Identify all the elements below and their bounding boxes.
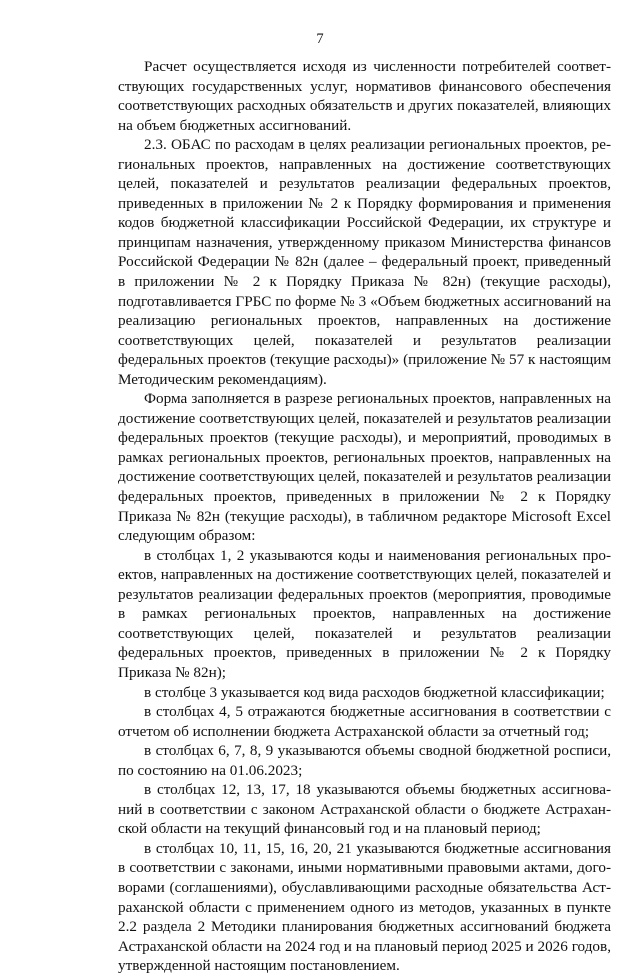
paragraph-section-2-3: 2.3. ОБАС по расходам в целях реализации региональных проектов, региональных проектов, направленных на достижение соответствующих целей, показателей и результатов реализации федеральных проектов, приведенных в приложении № 2 к Порядку формирования и применения кодов бюджетной классификации Российской Федерации, их структуре и принципам назначения, утвержденному приказом Министерства финансов Российской Федерации № 82н (далее – федеральный проект, приведенный в приложении № 2 к Порядку Приказа № 82н) (текущие расходы), подготавливается ГРБС по форме № 3 «Объем бюджетных ассигнований на реализацию региональных проектов, направленных на достижение соответствующих целей, показателей и результатов реализации федеральных проектов (текущие расходы)» (приложение № 57 к настоящим Методическим рекомендациям). [118,136,611,388]
list-item-columns-6-9: в столбцах 6, 7, 8, 9 указываются объемы сводной бюджетной росписи, по состоянию на 01.06.2023; [118,742,611,779]
document-body [118,57,611,976]
paragraph-form-filling: Форма заполняется в разрезе региональных проектов, направленных на достижение соответствующих целей, показателей и результатов реализации федеральных проектов (текущие расходы), и мероприятий, проводимых в рамках региональных проектов, региональных проектов, направленных на достижение соответствующих целей, показателей и результатов реализации федеральных проектов, приведенных в приложении № 2 к Порядку Приказа № 82н (текущие расходы), в табличном редакторе Microsoft Excel следующим образом: [118,390,611,545]
paragraph-calculation-basis: Расчет осуществляется исходя из численности потребителей соответствующих государственных услуг, нормативов финансового обеспечения соответствующих расходных обязательств и других показателей, влияющих на объем бюджетных ассигнований. [118,58,611,134]
list-item-column-3: в столбце 3 указывается код вида расходов бюджетной классификации; [144,683,605,701]
list-item-columns-1-2: в столбцах 1, 2 указываются коды и наименования региональных проектов, направленных на достижение соответствующих целей, показателей и результатов реализации федеральных проектов (мероприятия, проводимые в рамках региональных проектов, направленных на достижение соответствующих целей, показателей и результатов реализации федеральных проектов, приведенных в приложении № 2 к Порядку Приказа № 82н); [118,546,611,681]
list-item-columns-10-21: в столбцах 10, 11, 15, 16, 20, 21 указываются бюджетные ассигнования в соответствии с законами, иными нормативными правовыми актами, договорами (соглашениями), обуславливающими расходные обязательства Астраханской области с применением одного из методов, указанных в пункте 2.2 раздела 2 Методики планирования бюджетных ассигнований бюджета Астраханской области на 2024 год и на плановый период 2025 и 2026 годов, утвержденной настоящим постановлением. [118,839,611,975]
list-item-columns-4-5: в столбцах 4, 5 отражаются бюджетные ассигнования в соответствии с отчетом об исполнении бюджета Астраханской области за отчетный год; [118,703,611,740]
page-number: 7 [316,31,324,47]
list-item-columns-12-18: в столбцах 12, 13, 17, 18 указываются объемы бюджетных ассигнований в соответствии с законом Астраханской области о бюджете Астраханской области на текущий финансовый год и на плановый период; [118,781,611,838]
